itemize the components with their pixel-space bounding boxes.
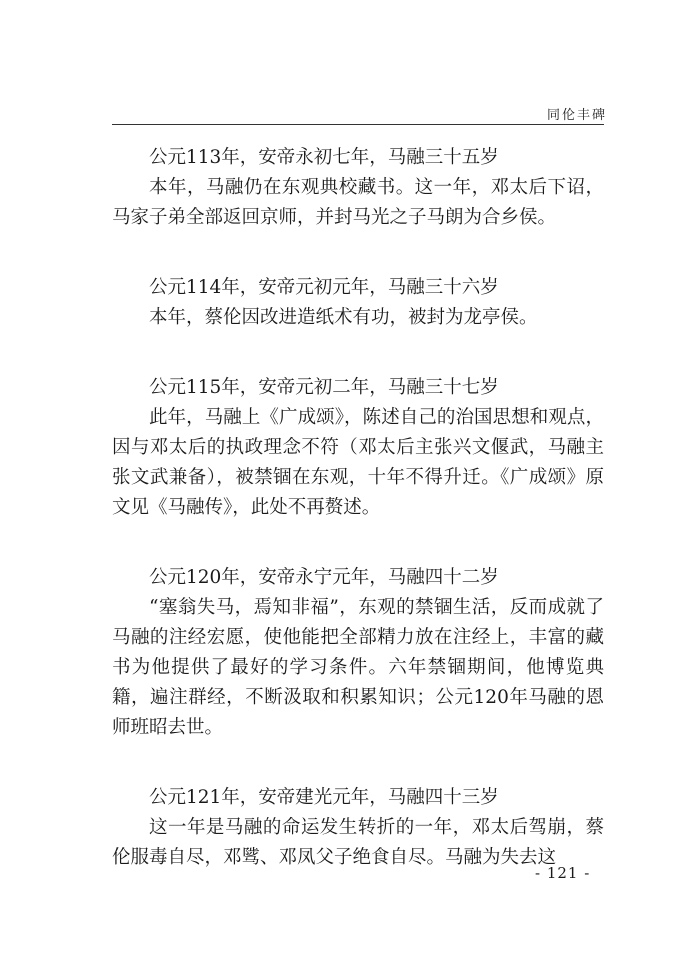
entry-paragraph: “塞翁失马，焉知非福”，东观的禁锢生活，反而成就了马融的注经宏愿，使他能把全部精力放在注经上，丰富的藏书为他提供了最好的学习条件。六年禁锢期间，他博览典籍，遍注群经，不断汲取和积累知识；公元120年马融的恩师班昭去世。 — [112, 597, 604, 738]
entry-heading: 公元115年，安帝元初二年，马融三十七岁 — [149, 377, 499, 398]
chronicle-entry — [112, 563, 604, 743]
running-header-title: 同伦丰碑 — [546, 108, 607, 123]
chronicle-entry — [112, 373, 604, 523]
header-divider — [112, 124, 604, 125]
page-number: - 121 - — [535, 864, 591, 882]
chronicle-entry — [112, 783, 604, 873]
entry-heading: 公元113年，安帝永初七年，马融三十五岁 — [149, 147, 499, 168]
chronicle-entry — [112, 273, 604, 333]
page-body — [112, 143, 604, 913]
entry-paragraph: 本年，蔡伦因改进造纸术有功，被封为龙亭侯。 — [149, 307, 538, 328]
entry-paragraph: 此年，马融上《广成颂》，陈述自己的治国思想和观点，因与邓太后的执政理念不符（邓太后主张兴文偃武，马融主张文武兼备），被禁锢在东观，十年不得升迁。《广成颂》原文见《马融传》，此处不再赘述。 — [112, 407, 604, 518]
entry-paragraph: 本年，马融仍在东观典校藏书。这一年，邓太后下诏，马家子弟全部返回京师，并封马光之子马朗为合乡侯。 — [112, 177, 604, 228]
entry-heading: 公元120年，安帝永宁元年，马融四十二岁 — [149, 567, 499, 588]
entry-paragraph: 这一年是马融的命运发生转折的一年，邓太后驾崩，蔡伦服毒自尽，邓骘、邓凤父子绝食自尽。马融为失去这 — [112, 817, 604, 868]
chronicle-entry — [112, 143, 604, 233]
entry-heading: 公元114年，安帝元初元年，马融三十六岁 — [149, 277, 499, 298]
entry-heading: 公元121年，安帝建光元年，马融四十三岁 — [149, 787, 499, 808]
